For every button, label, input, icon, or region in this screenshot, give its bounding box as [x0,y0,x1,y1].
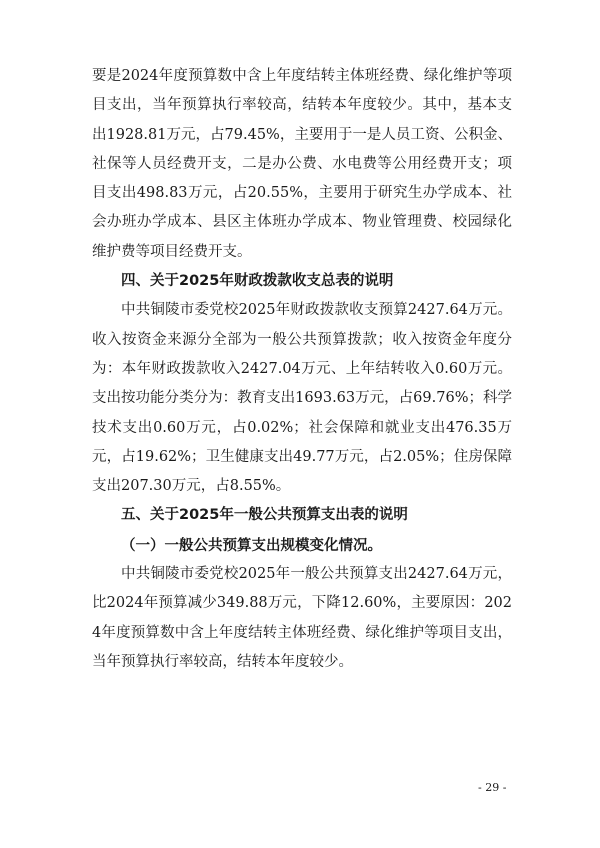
subsection-heading-one: （一）一般公共预算支出规模变化情况。 [121,536,382,554]
paragraph-budget-continuation: 要是2024年度预算数中含上年度结转主体班经费、绿化维护等项目支出，当年预算执行率较高，结转本年度较少。其中，基本支出1928.81万元，占79.45%，主要用于一是人员工资、公积金、社保等人员经费开支，二是办公费、水电费等公用经费开支；项目支出498.83万元，占20.55%，主要用于研究生办学成本、社会办班办学成本、县区主体班办学成本、物业管理费、校园绿化维护费等项目经费开支。 [92,68,512,260]
document-page [92,62,512,677]
section-heading-five: 五、关于2025年一般公共预算支出表的说明 [121,507,408,524]
paragraph-expenditure-change: 中共铜陵市委党校2025年一般公共预算支出2427.64万元，比2024年预算减少349.88万元，下降12.60%，主要原因：2024年度预算数中含上年度结转主体班经费、绿化维护等项目支出，当年预算执行率较高，结转本年度较少。 [92,566,512,670]
page-number: - 29 - [478,781,507,794]
paragraph-fiscal-summary: 中共铜陵市委党校2025年财政拨款收支预算2427.64万元。收入按资金来源分全部为一般公共预算拨款；收入按资金年度分为：本年财政拨款收入2427.04万元、上年结转收入0.60万元。支出按功能分类分为：教育支出1693.63万元，占69.76%；科学技术支出0.60万元，占0.02%；社会保障和就业支出476.35万元，占19.62%；卫生健康支出49.77万元，占2.05%；住房保障支出207.30万元，占8.55%。 [92,302,512,495]
section-heading-four: 四、关于2025年财政拨款收支总表的说明 [121,273,394,290]
